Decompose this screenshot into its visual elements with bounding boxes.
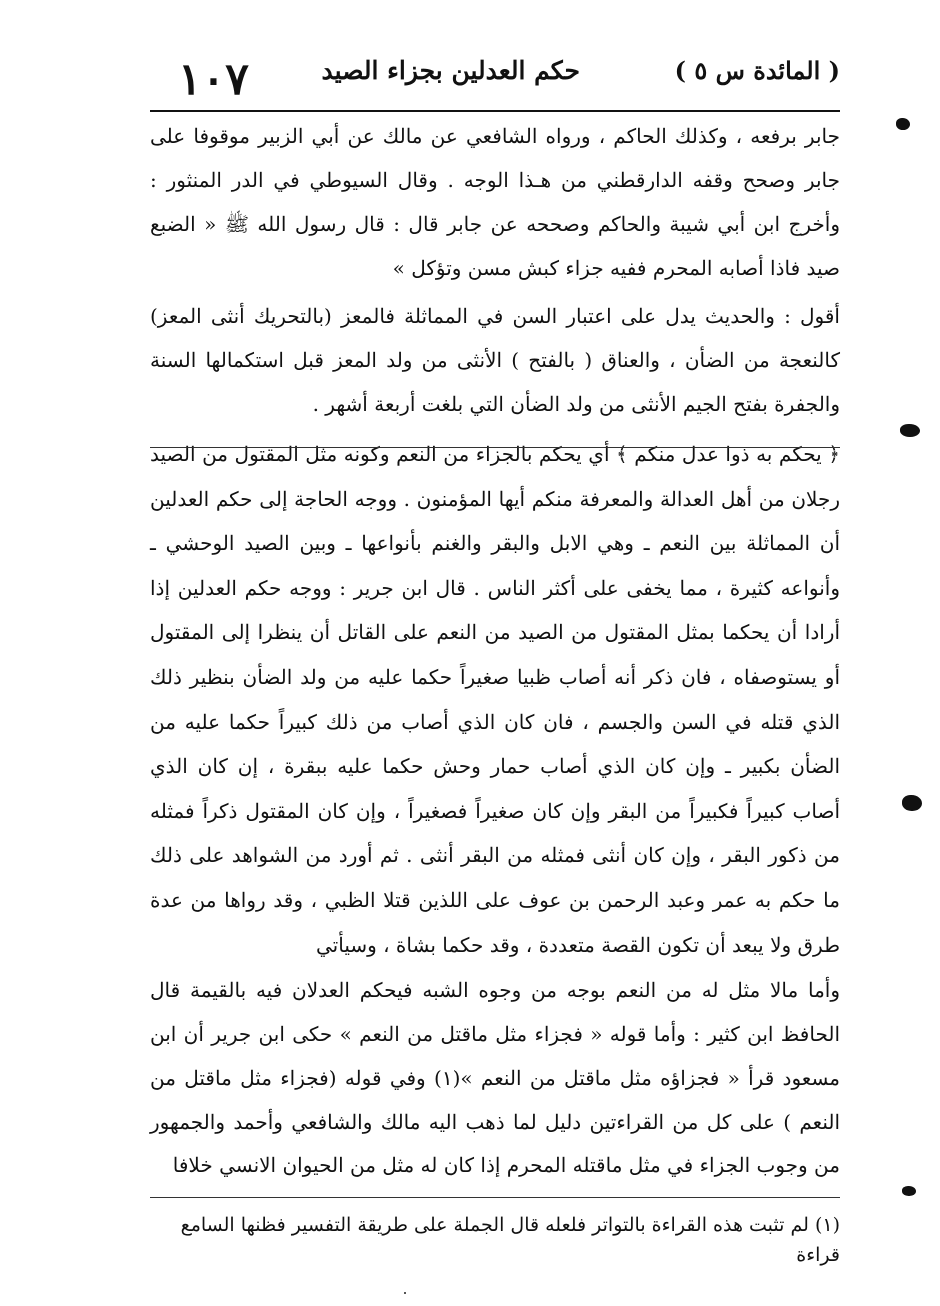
footnote-divider [150,1197,840,1198]
page-header [150,48,840,108]
paragraph-two-judges: ﴿ يحكم به ذوا عدل منكم ﴾ أي يحكم بالجزاء من النعم وكونه مثل المقتول من الصيد رجلان من أهل العدالة والمعرفة منكم أيها المؤمنون . ووجه الحاجة إلى حكم العدلين أن المماثلة بين النعم ـ وهي الابل والبقر والغنم بأنواعها ـ وبين الصيد الوحشي ـ وأنواعه كثيرة ، مما يخفى على أكثر الناس . قال ابن جرير : ووجه حكم العدلين إذا أرادا أن يحكما بمثل المقتول من الصيد من النعم على القاتل أن ينظرا إلى المقتول أو يستوصفاه ، فان ذكر أنه أصاب ظبيا صغيراً حكما عليه من ولد الضأن بنظير ذلك الذي قتله في السن والجسم ، فان كان الذي أصاب من ذلك كبيراً حكما عليه من الضأن بكبير ـ وإن كان الذي أصاب حمار وحش حكما عليه ببقرة ، إن كان الذي أصاب كبيراً فكبيراً من البقر وإن كان صغيراً فصغيراً ، وإن كان المقتول ذكراً فمثله من ذكور البقر ، وإن كان أنثى فمثله من البقر أنثى . ثم أورد من الشواهد على ذلك ما حكم به عمر وعبد الرحمن بن عوف على اللذين قتلا الظبي ، وقد رواها من عدة طرق ولا يبعد أن تكون القصة متعددة ، وقد حكما بشاة ، وسيأتي [150,442,841,957]
margin-ink-mark [896,118,910,130]
page-number: ١٠٧ [178,54,249,105]
chapter-reference: ( المائدة س ٥ ) [674,56,840,85]
section-divider [150,447,840,448]
main-text [150,114,840,1188]
running-title: حكم العدلين بجزاء الصيد [321,56,580,85]
margin-ink-mark [902,795,922,811]
margin-ink-mark [900,424,920,437]
header-divider [150,110,840,112]
scan-speck [404,1292,406,1294]
footnote: (١) لم تثبت هذه القراءة بالتواتر فلعله قال الجملة على طريقة التفسير فظنها السامع قراءة [180,1214,840,1266]
paragraph-commentary: أقول : والحديث يدل على اعتبار السن في المماثلة فالمعز (بالتحريك أنثى المعز) كالنعجة من الضأن ، والعناق ( بالفتح ) الأنثى من ولد المعز قبل استكمالها السنة والجفرة بفتح الجيم الأنثى من ولد الضأن التي بلغت أربعة أشهر . [150,304,840,416]
paragraph-hadith: جابر برفعه ، وكذلك الحاكم ، ورواه الشافعي عن مالك عن أبي الزبير موقوفا على جابر وصحح وقفه الدارقطني من هـذا الوجه . وقال السيوطي في الدر المنثور : وأخرج ابن أبي شيبة والحاكم وصححه عن جابر قال : قال رسول الله ﷺ « الضبع صيد فاذا أصابه المحرم ففيه جزاء كبش مسن وتؤكل » [150,124,840,280]
margin-ink-mark [902,1186,916,1196]
paragraph-value: وأما مالا مثل له من النعم بوجه من وجوه الشبه فيحكم العدلان فيه بالقيمة قال الحافظ ابن كثير : وأما قوله « فجزاء مثل ماقتل من النعم » حكى ابن جرير أن ابن مسعود قرأ « فجزاؤه مثل ماقتل من النعم »(١) وفي قوله (فجزاء مثل ماقتل من النعم ) على كل من القراءتين دليل لما ذهب اليه مالك والشافعي وأحمد والجمهور من وجوب الجزاء في مثل ماقتله المحرم إذا كان له مثل من الحيوان الانسي خلافا [150,978,841,1178]
